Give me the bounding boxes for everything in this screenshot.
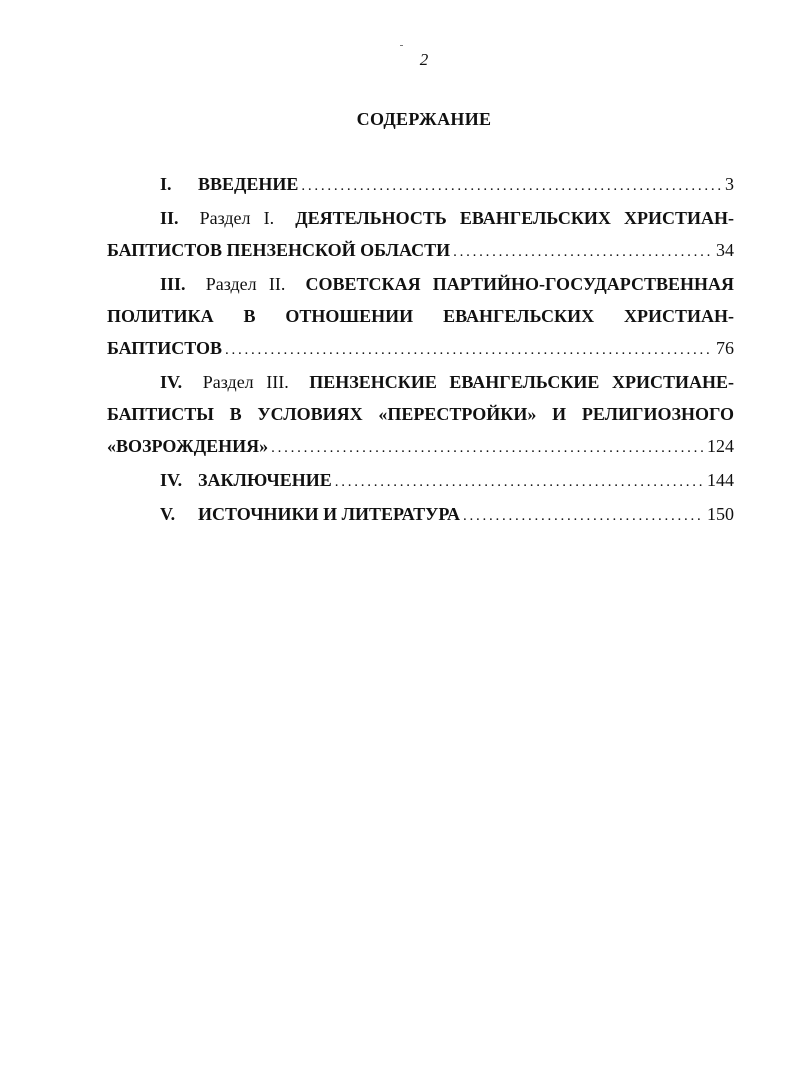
toc-line bbox=[107, 234, 734, 268]
toc-entry-title: БАПТИСТОВ bbox=[107, 338, 222, 358]
toc-line bbox=[107, 498, 734, 532]
toc-entry-section-2[interactable] bbox=[107, 268, 734, 366]
dot-leader bbox=[271, 430, 704, 464]
dot-leader bbox=[335, 464, 704, 498]
toc-entry-sources[interactable] bbox=[107, 498, 734, 532]
dot-leader bbox=[301, 168, 722, 202]
toc-section-label: Раздел I. bbox=[199, 208, 275, 228]
toc-section-label: Раздел III. bbox=[202, 372, 289, 392]
toc-entry-number: II. bbox=[160, 208, 179, 228]
toc-entry-title: ЗАКЛЮЧЕНИЕ bbox=[198, 470, 332, 490]
toc-line bbox=[107, 268, 734, 300]
toc-line bbox=[107, 464, 734, 498]
table-of-contents bbox=[107, 168, 734, 532]
dot-leader bbox=[225, 332, 713, 366]
toc-section-label: Раздел II. bbox=[205, 274, 286, 294]
toc-entry-title: ДЕЯТЕЛЬНОСТЬ ЕВАНГЕЛЬСКИХ ХРИСТИАН- bbox=[295, 208, 734, 228]
dot-leader bbox=[463, 498, 704, 532]
toc-entry-introduction[interactable] bbox=[107, 168, 734, 202]
toc-line bbox=[107, 300, 734, 332]
toc-entry-title: ВВЕДЕНИЕ bbox=[198, 174, 299, 194]
page-title: СОДЕРЖАНИЕ bbox=[356, 109, 492, 129]
toc-entry-page: 34 bbox=[716, 240, 734, 260]
toc-entry-conclusion[interactable] bbox=[107, 464, 734, 498]
toc-entry-number: V. bbox=[160, 504, 176, 524]
scan-speck bbox=[400, 45, 403, 46]
toc-entry-title: БАПТИСТЫ В УСЛОВИЯХ «ПЕРЕСТРОЙКИ» И РЕЛИГИОЗНОГО bbox=[107, 404, 734, 424]
toc-entry-title: ПОЛИТИКА В ОТНОШЕНИИ ЕВАНГЕЛЬСКИХ ХРИСТИАН- bbox=[107, 306, 734, 326]
toc-line bbox=[107, 168, 734, 202]
toc-entry-title: ИСТОЧНИКИ И ЛИТЕРАТУРА bbox=[198, 504, 461, 524]
toc-entry-title: СОВЕТСКАЯ ПАРТИЙНО-ГОСУДАРСТВЕННАЯ bbox=[305, 274, 735, 294]
toc-line bbox=[107, 398, 734, 430]
toc-entry-page: 124 bbox=[707, 436, 734, 456]
toc-line bbox=[107, 202, 734, 234]
toc-line bbox=[107, 366, 734, 398]
dot-leader bbox=[453, 234, 713, 268]
toc-entry-number: III. bbox=[160, 274, 186, 294]
toc-entry-title: «ВОЗРОЖДЕНИЯ» bbox=[107, 436, 269, 456]
page-number: 2 bbox=[419, 50, 429, 69]
toc-entry-page: 150 bbox=[707, 504, 734, 524]
toc-entry-number: IV. bbox=[160, 372, 183, 392]
toc-entry-title: БАПТИСТОВ ПЕНЗЕНСКОЙ ОБЛАСТИ bbox=[107, 240, 451, 260]
toc-entry-page: 3 bbox=[725, 174, 734, 194]
toc-entry-number: I. bbox=[160, 174, 172, 194]
toc-entry-number: IV. bbox=[160, 470, 183, 490]
toc-entry-section-1[interactable] bbox=[107, 202, 734, 268]
toc-line bbox=[107, 430, 734, 464]
toc-entry-page: 144 bbox=[707, 470, 734, 490]
toc-entry-page: 76 bbox=[716, 338, 734, 358]
toc-line bbox=[107, 332, 734, 366]
toc-entry-title: ПЕНЗЕНСКИЕ ЕВАНГЕЛЬСКИЕ ХРИСТИАНЕ- bbox=[309, 372, 734, 392]
toc-entry-section-3[interactable] bbox=[107, 366, 734, 464]
